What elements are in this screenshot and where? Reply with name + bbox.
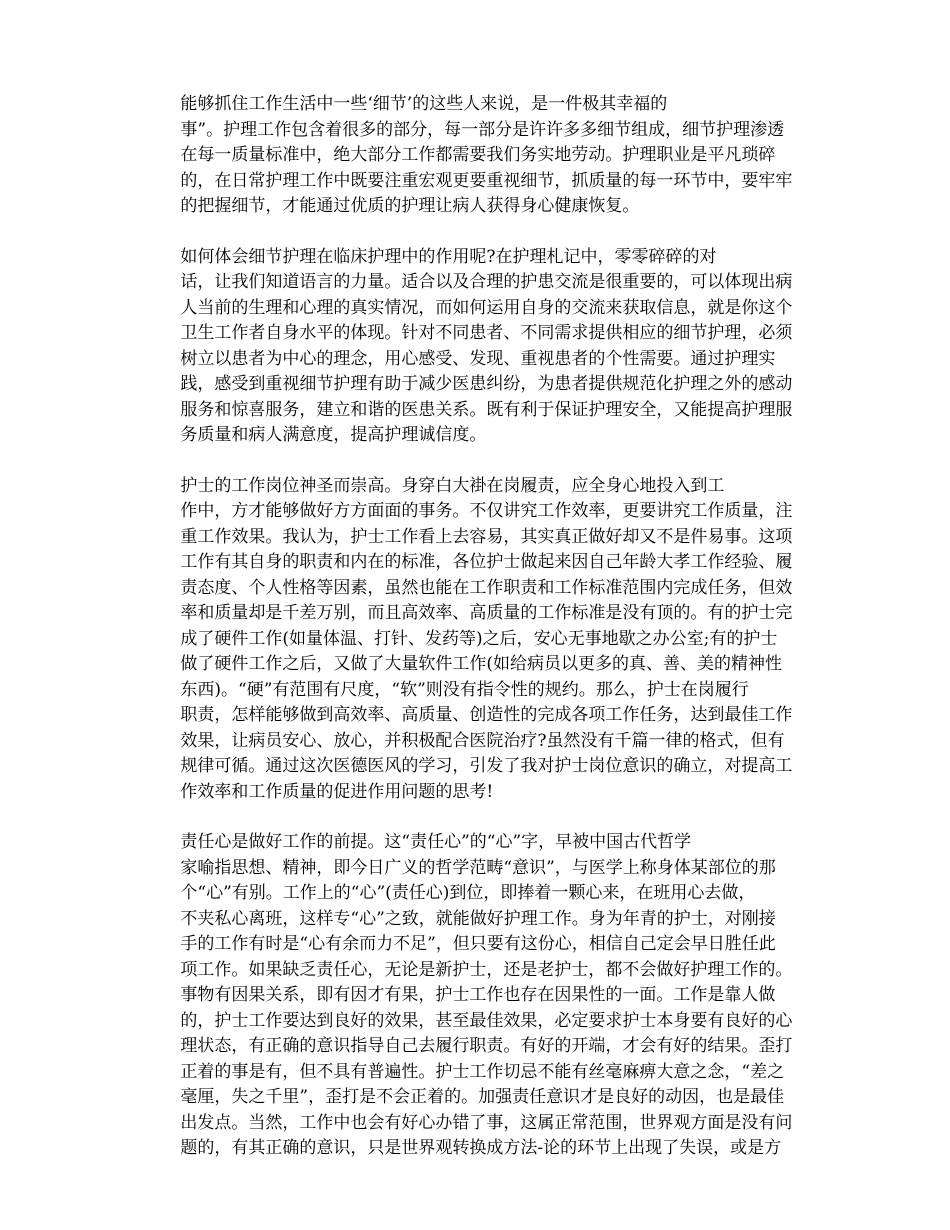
text-line: 责态度、个人性格等因素，虽然也能在工作职责和工作标准范围内完成任务，但效 — [180, 577, 793, 598]
text-line: 的，在日常护理工作中既要注重宏观更要重视细节，抓质量的每一环节中，要牢牢 — [180, 170, 793, 191]
text-line: 规律可循。通过这次医德医风的学习，引发了我对护士岗位意识的确立，对提高工 — [180, 756, 793, 776]
text-line: 的把握细节，才能通过优质的护理让病人获得身心健康恢复。 — [180, 196, 640, 216]
text-line: 毫厘，失之千里”，歪打是不会正着的。加强责任意识才是良好的动因，也是最佳 — [180, 1087, 785, 1107]
text-line: 成了硬件工作(如量体温、打针、发药等)之后，安心无事地歇之办公室;有的护士 — [180, 628, 778, 649]
text-line: 东西)。“硬”有范围有尺度，“软”则没有指令性的规约。那么，护士在岗履行 — [180, 679, 749, 700]
text-line: 不夹私心离班，这样专“心”之致，就能做好护理工作。身为年青的护士，对刚接 — [180, 908, 776, 929]
text-line: 家喻指思想、精神，即今日广义的哲学范畴“意识”，与医学上称身体某部位的那 — [180, 857, 776, 878]
text-line: 护士的工作岗位神圣而崇高。身穿白大褂在岗履责，应全身心地投入到工 — [180, 475, 725, 496]
text-line: 理状态，有正确的意识指导自己去履行职责。有好的开端，才会有好的结果。歪打 — [180, 1036, 793, 1056]
text-line: 树立以患者为中心的理念，用心感受、发现、重视患者的个性需要。通过护理实 — [180, 348, 776, 369]
text-line: 责任心是做好工作的前提。这“责任心”的“心”字，早被中国古代哲学 — [180, 832, 692, 852]
paragraph-2 — [143, 245, 813, 449]
text-line: 的，护士工作要达到良好的效果，甚至最佳效果，必定要求护士本身要有良好的心 — [180, 1010, 793, 1031]
text-line: 率和质量却是千差万别，而且高效率、高质量的工作标准是没有顶的。有的护士完 — [180, 603, 793, 623]
text-line: 作效率和工作质量的促进作用问题的思考! — [180, 781, 494, 802]
paragraph-1 — [143, 92, 813, 220]
text-line: 如何体会细节护理在临床护理中的作用呢?在护理札记中，零零碎碎的对 — [180, 246, 717, 267]
text-line: 践，感受到重视细节护理有助于减少医患纠纷，为患者提供规范化护理之外的感动 — [180, 374, 793, 394]
text-line: 重工作效果。我认为，护士工作看上去容易，其实真正做好却又不是件易事。这项 — [180, 526, 793, 547]
text-line: 人当前的生理和心理的真实情况，而如何运用自身的交流来获取信息，就是你这个 — [180, 297, 793, 318]
text-line: 正着的事是有，但不具有普遍性。护士工作切忌不能有丝毫麻痹大意之念，“差之 — [180, 1061, 785, 1082]
text-line: 出发点。当然，工作中也会有好心办错了事，这属正常范围，世界观方面是没有问 — [180, 1112, 793, 1133]
text-line: 务质量和病人满意度，提高护理诚信度。 — [180, 425, 487, 445]
paragraph-3 — [143, 474, 813, 806]
text-line: 效果，让病员安心、放心，并积极配合医院治疗?虽然没有千篇一律的格式，但有 — [180, 730, 785, 751]
text-line: 服务和惊喜服务，建立和谐的医患关系。既有利于保证护理安全，又能提高护理服 — [180, 399, 793, 420]
text-line: 话，让我们知道语言的力量。适合以及合理的护患交流是很重要的，可以体现出病 — [180, 272, 793, 292]
text-line: 个“心”有别。工作上的“心”(责任心)到位，即捧着一颗心来，在班用心去做， — [180, 883, 756, 903]
text-line: 职责，怎样能够做到高效率、高质量、创造性的完成各项工作任务，达到最佳工作 — [180, 705, 793, 725]
text-line: 事”。护理工作包含着很多的部分，每一部分是许许多多细节组成，细节护理渗透 — [180, 119, 785, 140]
text-line: 能够抓住工作生活中一些‘细节’的这些人来说，是一件极其幸福的 — [180, 94, 668, 114]
text-line: 题的，有其正确的意识，只是世界观转换成方法-论的环节上出现了失误，或是方 — [180, 1138, 782, 1158]
text-line: 在每一质量标准中，绝大部分工作都需要我们务实地劳动。护理职业是平凡琐碎 — [180, 145, 776, 165]
text-line: 作中，方才能够做好方方面面的事务。不仅讲究工作效率，更要讲究工作质量，注 — [180, 501, 793, 521]
text-line: 事物有因果关系，即有因才有果，护士工作也存在因果性的一面。工作是靠人做 — [180, 985, 776, 1005]
text-line: 手的工作有时是“心有余而力不足”，但只要有这份心，相信自己定会早日胜任此 — [180, 934, 776, 954]
document-page — [143, 92, 813, 1162]
text-line: 工作有其自身的职责和内在的标准，各位护士做起来因自己年龄大孝工作经验、履 — [180, 552, 793, 572]
text-line: 卫生工作者自身水平的体现。针对不同患者、不同需求提供相应的细节护理，必须 — [180, 323, 793, 343]
paragraph-4 — [143, 830, 813, 1162]
text-line: 做了硬件工作之后，又做了大量软件工作(如给病员以更多的真、善、美的精神性 — [180, 654, 783, 674]
text-line: 项工作。如果缺乏责任心，无论是新护士，还是老护士，都不会做好护理工作的。 — [180, 959, 793, 980]
